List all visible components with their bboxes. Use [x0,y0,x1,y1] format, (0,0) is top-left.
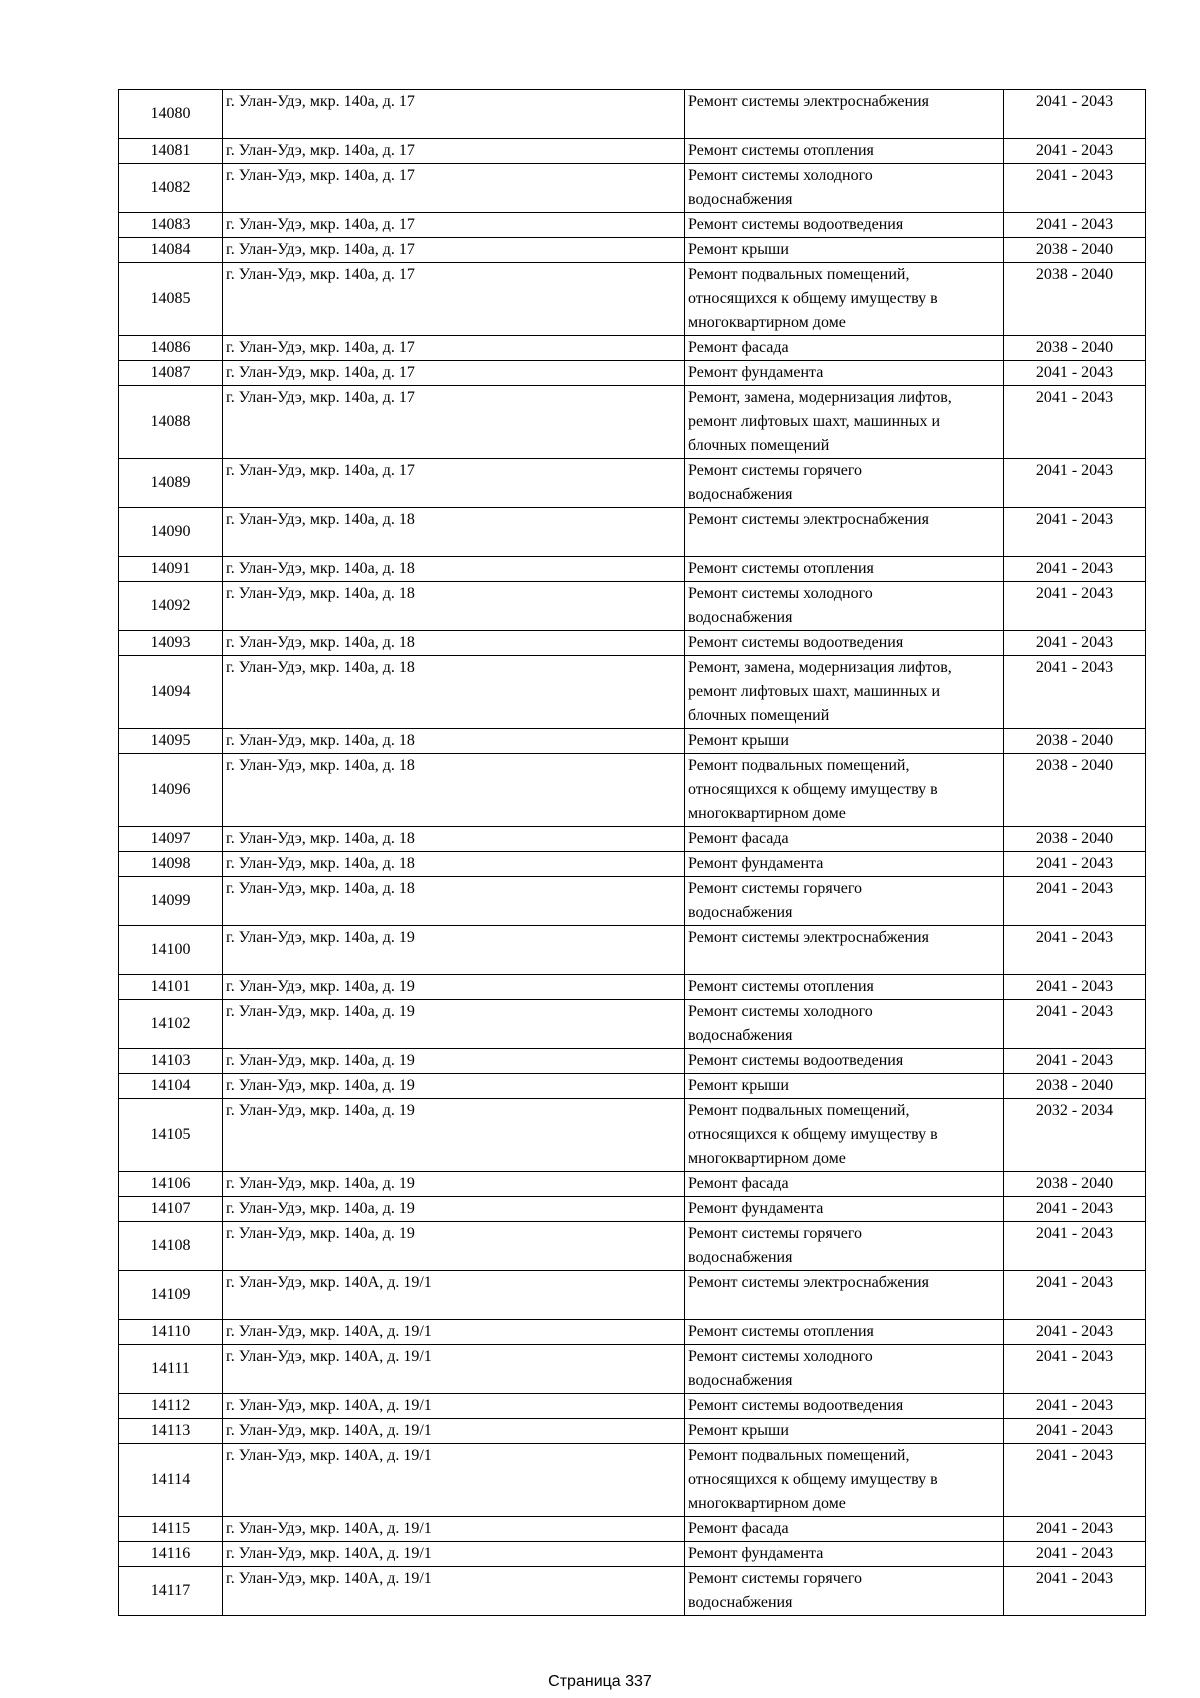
row-work-type: Ремонт крыши [685,1074,1004,1099]
row-address: г. Улан-Удэ, мкр. 140А, д. 19/1 [223,1345,685,1394]
row-number: 14112 [119,1394,223,1419]
row-period: 2041 - 2043 [1004,1000,1146,1049]
table-row [119,1517,1146,1542]
row-period: 2041 - 2043 [1004,1049,1146,1074]
row-number: 14085 [119,263,223,336]
row-address: г. Улан-Удэ, мкр. 140а, д. 18 [223,754,685,827]
row-period: 2038 - 2040 [1004,238,1146,263]
row-period: 2041 - 2043 [1004,1567,1146,1616]
row-work-type: Ремонт системы электроснабжения [685,926,1004,975]
row-work-type: Ремонт крыши [685,238,1004,263]
row-work-type: Ремонт подвальных помещений, относящихся к общему имуществу в многоквартирном доме [685,1444,1004,1517]
row-work-type: Ремонт системы отопления [685,139,1004,164]
row-period: 2041 - 2043 [1004,1542,1146,1567]
row-period: 2041 - 2043 [1004,459,1146,508]
row-address: г. Улан-Удэ, мкр. 140а, д. 19 [223,1222,685,1271]
row-period: 2041 - 2043 [1004,877,1146,926]
row-period: 2041 - 2043 [1004,90,1146,139]
row-period: 2041 - 2043 [1004,386,1146,459]
row-address: г. Улан-Удэ, мкр. 140А, д. 19/1 [223,1394,685,1419]
table-row [119,1320,1146,1345]
row-work-type: Ремонт системы горячего водоснабжения [685,1222,1004,1271]
table-row [119,926,1146,975]
row-work-type: Ремонт подвальных помещений, относящихся к общему имуществу в многоквартирном доме [685,263,1004,336]
table-row [119,975,1146,1000]
table-row [119,1542,1146,1567]
row-number: 14108 [119,1222,223,1271]
table-row [119,582,1146,631]
table-row [119,631,1146,656]
row-period: 2041 - 2043 [1004,1394,1146,1419]
table-row [119,1271,1146,1320]
row-work-type: Ремонт фасада [685,336,1004,361]
row-address: г. Улан-Удэ, мкр. 140а, д. 17 [223,238,685,263]
row-address: г. Улан-Удэ, мкр. 140а, д. 17 [223,386,685,459]
row-address: г. Улан-Удэ, мкр. 140а, д. 18 [223,827,685,852]
row-work-type: Ремонт системы холодного водоснабжения [685,582,1004,631]
table-row [119,656,1146,729]
row-period: 2041 - 2043 [1004,1271,1146,1320]
row-number: 14103 [119,1049,223,1074]
table-row [119,336,1146,361]
row-work-type: Ремонт крыши [685,1419,1004,1444]
row-number: 14092 [119,582,223,631]
row-number: 14107 [119,1197,223,1222]
row-period: 2041 - 2043 [1004,656,1146,729]
row-period: 2041 - 2043 [1004,1222,1146,1271]
row-address: г. Улан-Удэ, мкр. 140А, д. 19/1 [223,1517,685,1542]
row-work-type: Ремонт системы электроснабжения [685,1271,1004,1320]
row-period: 2038 - 2040 [1004,336,1146,361]
table-row [119,263,1146,336]
row-work-type: Ремонт системы водоотведения [685,1394,1004,1419]
row-address: г. Улан-Удэ, мкр. 140а, д. 18 [223,631,685,656]
table-row [119,852,1146,877]
row-number: 14088 [119,386,223,459]
row-address: г. Улан-Удэ, мкр. 140а, д. 17 [223,164,685,213]
table-row [119,213,1146,238]
row-address: г. Улан-Удэ, мкр. 140а, д. 19 [223,1172,685,1197]
row-number: 14087 [119,361,223,386]
row-work-type: Ремонт системы горячего водоснабжения [685,1567,1004,1616]
table-row [119,459,1146,508]
row-number: 14094 [119,656,223,729]
row-period: 2041 - 2043 [1004,164,1146,213]
row-period: 2041 - 2043 [1004,631,1146,656]
row-address: г. Улан-Удэ, мкр. 140А, д. 19/1 [223,1567,685,1616]
row-address: г. Улан-Удэ, мкр. 140А, д. 19/1 [223,1320,685,1345]
row-address: г. Улан-Удэ, мкр. 140а, д. 17 [223,213,685,238]
row-number: 14115 [119,1517,223,1542]
row-period: 2038 - 2040 [1004,263,1146,336]
row-address: г. Улан-Удэ, мкр. 140а, д. 19 [223,1197,685,1222]
table-row [119,877,1146,926]
row-address: г. Улан-Удэ, мкр. 140А, д. 19/1 [223,1271,685,1320]
row-number: 14117 [119,1567,223,1616]
table-row [119,729,1146,754]
row-address: г. Улан-Удэ, мкр. 140а, д. 17 [223,459,685,508]
row-work-type: Ремонт, замена, модернизация лифтов, ремонт лифтовых шахт, машинных и блочных помещений [685,386,1004,459]
table-row [119,1345,1146,1394]
row-period: 2041 - 2043 [1004,852,1146,877]
row-number: 14106 [119,1172,223,1197]
row-period: 2041 - 2043 [1004,557,1146,582]
table-row [119,139,1146,164]
table-row [119,90,1146,139]
row-work-type: Ремонт системы холодного водоснабжения [685,164,1004,213]
page-number: Страница 337 [548,1673,652,1690]
table-row [119,1000,1146,1049]
row-number: 14081 [119,139,223,164]
repair-schedule-table [118,89,1146,1616]
row-address: г. Улан-Удэ, мкр. 140а, д. 18 [223,508,685,557]
table-row [119,1049,1146,1074]
table-row [119,1394,1146,1419]
table-row [119,164,1146,213]
row-address: г. Улан-Удэ, мкр. 140а, д. 18 [223,582,685,631]
row-number: 14099 [119,877,223,926]
row-number: 14113 [119,1419,223,1444]
row-work-type: Ремонт фундамента [685,361,1004,386]
row-work-type: Ремонт крыши [685,729,1004,754]
table-row [119,361,1146,386]
row-address: г. Улан-Удэ, мкр. 140а, д. 17 [223,263,685,336]
row-work-type: Ремонт системы электроснабжения [685,508,1004,557]
row-work-type: Ремонт системы отопления [685,557,1004,582]
row-work-type: Ремонт фундамента [685,1542,1004,1567]
table-row [119,754,1146,827]
row-period: 2041 - 2043 [1004,508,1146,557]
row-address: г. Улан-Удэ, мкр. 140а, д. 17 [223,361,685,386]
table-row [119,827,1146,852]
row-number: 14093 [119,631,223,656]
row-work-type: Ремонт фасада [685,827,1004,852]
row-period: 2041 - 2043 [1004,975,1146,1000]
row-period: 2041 - 2043 [1004,1345,1146,1394]
row-address: г. Улан-Удэ, мкр. 140а, д. 17 [223,336,685,361]
row-address: г. Улан-Удэ, мкр. 140А, д. 19/1 [223,1444,685,1517]
row-period: 2038 - 2040 [1004,1172,1146,1197]
table-row [119,1567,1146,1616]
row-number: 14095 [119,729,223,754]
row-address: г. Улан-Удэ, мкр. 140а, д. 19 [223,1049,685,1074]
row-number: 14114 [119,1444,223,1517]
row-period: 2041 - 2043 [1004,1197,1146,1222]
row-number: 14109 [119,1271,223,1320]
row-work-type: Ремонт системы горячего водоснабжения [685,877,1004,926]
table-row [119,508,1146,557]
row-number: 14086 [119,336,223,361]
table-row [119,386,1146,459]
table-row [119,1444,1146,1517]
row-number: 14104 [119,1074,223,1099]
row-period: 2041 - 2043 [1004,926,1146,975]
row-work-type: Ремонт фундамента [685,1197,1004,1222]
row-period: 2041 - 2043 [1004,1517,1146,1542]
row-address: г. Улан-Удэ, мкр. 140а, д. 17 [223,90,685,139]
row-address: г. Улан-Удэ, мкр. 140А, д. 19/1 [223,1419,685,1444]
row-period: 2041 - 2043 [1004,582,1146,631]
row-number: 14102 [119,1000,223,1049]
row-number: 14096 [119,754,223,827]
row-work-type: Ремонт системы водоотведения [685,631,1004,656]
row-number: 14097 [119,827,223,852]
row-address: г. Улан-Удэ, мкр. 140а, д. 19 [223,1074,685,1099]
row-number: 14116 [119,1542,223,1567]
row-period: 2038 - 2040 [1004,827,1146,852]
table-row [119,1197,1146,1222]
row-number: 14101 [119,975,223,1000]
row-period: 2041 - 2043 [1004,1320,1146,1345]
row-number: 14098 [119,852,223,877]
table-row [119,1172,1146,1197]
row-number: 14110 [119,1320,223,1345]
table-row [119,1222,1146,1271]
row-work-type: Ремонт фасада [685,1172,1004,1197]
row-address: г. Улан-Удэ, мкр. 140а, д. 17 [223,139,685,164]
table-row [119,1074,1146,1099]
row-period: 2041 - 2043 [1004,1444,1146,1517]
row-work-type: Ремонт системы отопления [685,975,1004,1000]
row-address: г. Улан-Удэ, мкр. 140а, д. 19 [223,1099,685,1172]
row-number: 14090 [119,508,223,557]
row-number: 14100 [119,926,223,975]
row-period: 2038 - 2040 [1004,1074,1146,1099]
row-address: г. Улан-Удэ, мкр. 140а, д. 19 [223,926,685,975]
row-period: 2038 - 2040 [1004,754,1146,827]
row-work-type: Ремонт подвальных помещений, относящихся к общему имуществу в многоквартирном доме [685,754,1004,827]
row-number: 14083 [119,213,223,238]
row-number: 14091 [119,557,223,582]
row-number: 14089 [119,459,223,508]
row-work-type: Ремонт системы электроснабжения [685,90,1004,139]
table-row [119,1099,1146,1172]
row-number: 14082 [119,164,223,213]
row-address: г. Улан-Удэ, мкр. 140а, д. 18 [223,852,685,877]
row-period: 2038 - 2040 [1004,729,1146,754]
table-row [119,557,1146,582]
row-number: 14111 [119,1345,223,1394]
row-period: 2041 - 2043 [1004,361,1146,386]
repair-schedule-body [119,90,1146,1616]
row-work-type: Ремонт системы отопления [685,1320,1004,1345]
table-row [119,1419,1146,1444]
row-address: г. Улан-Удэ, мкр. 140а, д. 18 [223,729,685,754]
row-work-type: Ремонт подвальных помещений, относящихся к общему имуществу в многоквартирном доме [685,1099,1004,1172]
row-address: г. Улан-Удэ, мкр. 140а, д. 18 [223,656,685,729]
row-work-type: Ремонт системы холодного водоснабжения [685,1345,1004,1394]
row-work-type: Ремонт системы водоотведения [685,213,1004,238]
row-work-type: Ремонт системы горячего водоснабжения [685,459,1004,508]
row-period: 2041 - 2043 [1004,139,1146,164]
row-work-type: Ремонт, замена, модернизация лифтов, ремонт лифтовых шахт, машинных и блочных помещений [685,656,1004,729]
row-work-type: Ремонт фундамента [685,852,1004,877]
row-address: г. Улан-Удэ, мкр. 140а, д. 19 [223,1000,685,1049]
row-number: 14084 [119,238,223,263]
row-address: г. Улан-Удэ, мкр. 140а, д. 19 [223,975,685,1000]
row-work-type: Ремонт системы холодного водоснабжения [685,1000,1004,1049]
row-address: г. Улан-Удэ, мкр. 140А, д. 19/1 [223,1542,685,1567]
row-number: 14105 [119,1099,223,1172]
row-work-type: Ремонт системы водоотведения [685,1049,1004,1074]
row-address: г. Улан-Удэ, мкр. 140а, д. 18 [223,877,685,926]
row-work-type: Ремонт фасада [685,1517,1004,1542]
row-number: 14080 [119,90,223,139]
row-period: 2041 - 2043 [1004,213,1146,238]
row-period: 2041 - 2043 [1004,1419,1146,1444]
row-period: 2032 - 2034 [1004,1099,1146,1172]
table-row [119,238,1146,263]
row-address: г. Улан-Удэ, мкр. 140а, д. 18 [223,557,685,582]
